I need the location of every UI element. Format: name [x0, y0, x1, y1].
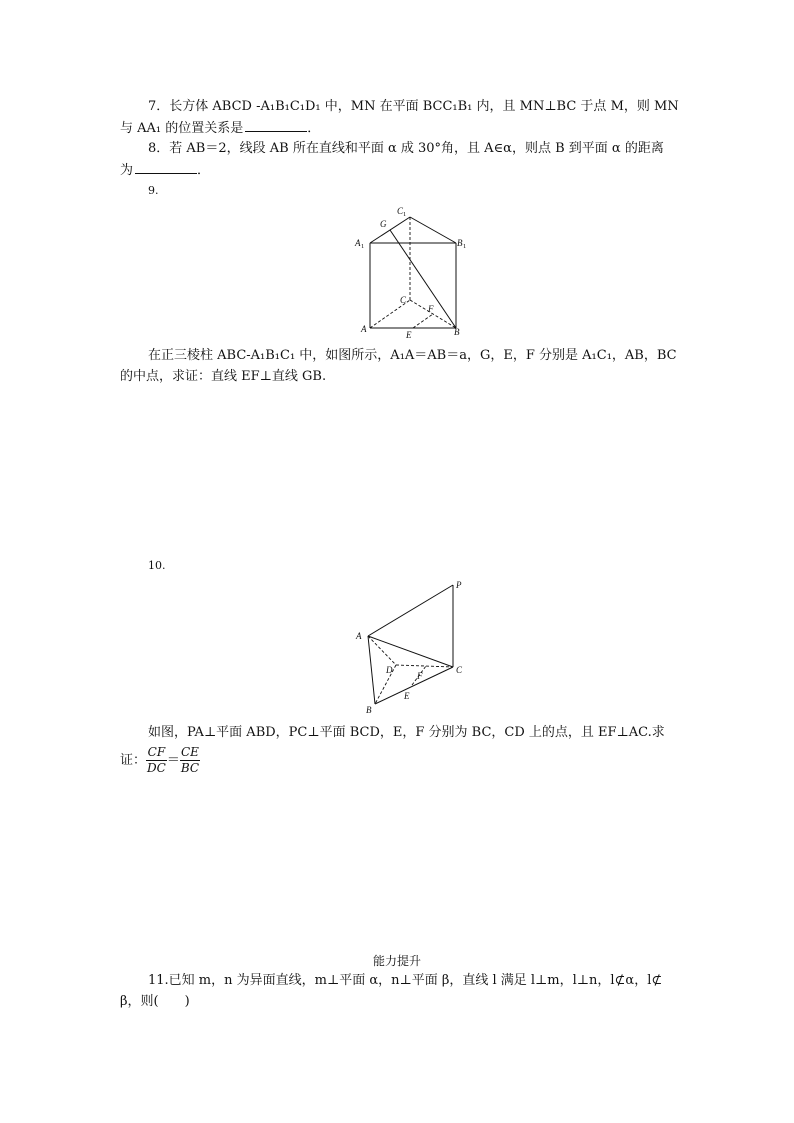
frac2-numerator: CE	[180, 745, 199, 759]
edge-ad-hidden	[368, 636, 396, 665]
segment-ef-hidden	[413, 314, 433, 328]
q10-prefix: 证：	[120, 753, 147, 768]
fraction-ce-bc	[180, 745, 200, 776]
label-f: F	[428, 304, 434, 314]
equals-sign: ＝	[166, 753, 180, 768]
q11-line2	[120, 993, 190, 1010]
q8-line2	[120, 161, 210, 179]
label-b1-sub: 1	[463, 243, 467, 250]
fraction-cf-dc	[146, 745, 167, 776]
q8-line2-text: 为	[120, 163, 134, 178]
q10-text-line2	[120, 744, 200, 778]
q9-text-line1: 在正三棱柱 ABC-A₁B₁C₁ 中，如图所示，A₁A＝AB＝a，G，E，F 分别是 A₁C₁，AB，BC	[148, 348, 677, 363]
label-c1: C	[397, 206, 404, 216]
q8-line1: 8．若 AB＝2，线段 AB 所在直线和平面 α 成 30°角，且 A∈α，则点 B 到平面 α 的距离	[148, 141, 664, 156]
label-g: G	[380, 219, 387, 229]
q7-line2-end: ．	[307, 121, 321, 136]
label-e: E	[406, 330, 412, 340]
q8-answer-blank[interactable]	[135, 161, 197, 174]
prism-figure	[350, 202, 470, 342]
q7-line1: 7．长方体 ABCD -A₁B₁C₁D₁ 中，MN 在平面 BCC₁B₁ 内，且 MN⊥BC 于点 M，则 MN	[148, 99, 679, 114]
label-d: D	[386, 665, 393, 675]
edge-c1b1	[410, 217, 456, 243]
edge-ap	[368, 585, 453, 636]
q7-line2	[120, 119, 320, 137]
label-c: C	[400, 295, 407, 305]
label-c: C	[456, 665, 463, 675]
frac1-numerator: CF	[147, 745, 166, 759]
label-a1: A	[355, 238, 361, 248]
label-p: P	[456, 580, 462, 590]
label-b: B	[366, 705, 372, 715]
q11-line2-end: )	[184, 994, 190, 1009]
label-f: F	[417, 671, 423, 681]
q7-answer-blank[interactable]	[245, 119, 307, 132]
q11-line1: 11.已知 m，n 为异面直线，m⊥平面 α，n⊥平面 β，直线 l 满足 l⊥m，l⊥n，l⊄α，l⊄	[148, 973, 663, 988]
label-a1-sub: 1	[361, 243, 365, 250]
segment-gb	[390, 230, 456, 328]
edge-ab	[368, 636, 375, 704]
q9-text-line2: 的中点，求证：直线 EF⊥直线 GB.	[120, 369, 327, 384]
label-e: E	[404, 691, 410, 701]
label-b1: B	[457, 238, 463, 248]
tetrahedron-figure	[350, 575, 475, 715]
q8-line2-end: ．	[197, 163, 211, 178]
q10-number: 10.	[148, 559, 166, 572]
frac1-denominator: DC	[147, 761, 166, 775]
q10-text-line1: 如图，PA⊥平面 ABD，PC⊥平面 BCD，E，F 分别为 BC，CD 上的点，且 EF⊥AC.求	[148, 725, 665, 740]
label-c1-sub: 1	[403, 211, 407, 218]
frac2-denominator: BC	[180, 761, 200, 775]
edge-ac	[368, 636, 453, 667]
label-b: B	[454, 327, 460, 337]
q9-number: 9.	[148, 184, 159, 197]
label-a: A	[361, 324, 367, 334]
section-title: 能力提升	[372, 954, 421, 968]
label-a: A	[356, 631, 362, 641]
q11-line2-text: β，则(	[120, 994, 159, 1009]
edge-dc-hidden	[396, 665, 453, 667]
q7-line2-text: 与 AA₁ 的位置关系是	[120, 121, 244, 136]
